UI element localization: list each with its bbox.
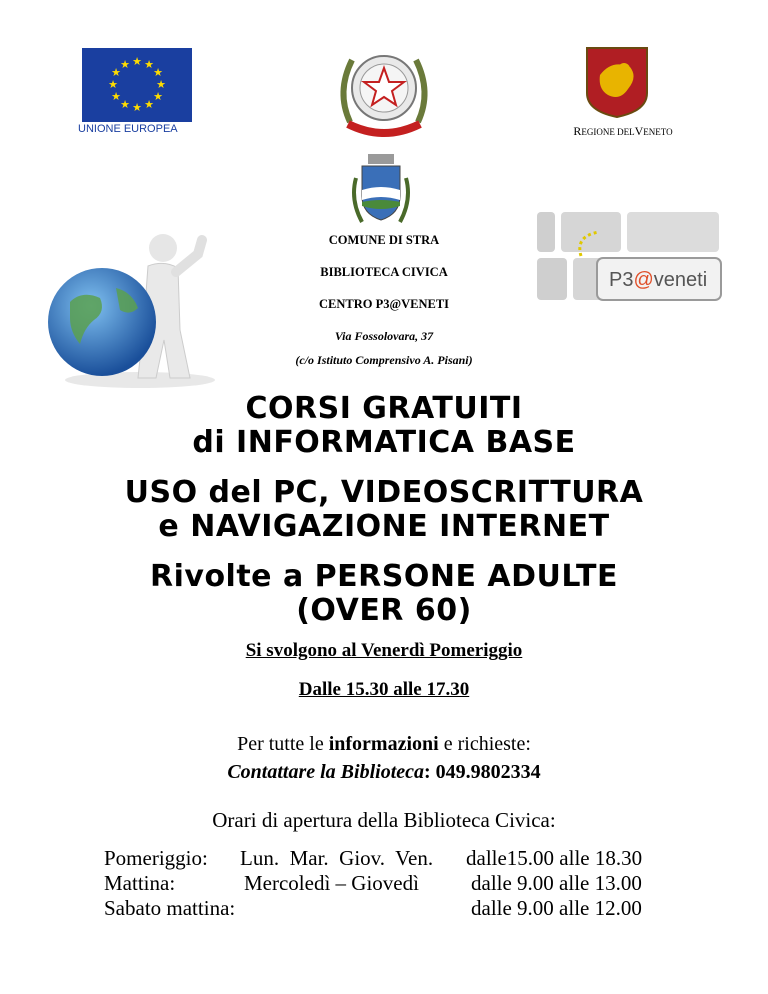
title-line-2: di INFORMATICA BASE — [192, 425, 576, 460]
row-label: Sabato mattina: — [104, 896, 236, 920]
info-contact: Contattare la Biblioteca: 049.9802334 — [227, 761, 541, 783]
svg-text:★: ★ — [111, 90, 121, 103]
location-note: (c/o Istituto Comprensivo A. Pisani) — [295, 353, 473, 367]
title-line-6: (OVER 60) — [296, 593, 472, 628]
opening-heading: Orari di apertura della Biblioteca Civica: — [212, 808, 556, 832]
svg-text:★: ★ — [132, 101, 142, 114]
comune-name: COMUNE DI STRA — [328, 233, 440, 247]
row-days: Lun. Mar. Giov. Ven. — [240, 846, 434, 870]
centro-name: CENTRO P3@VENETI — [318, 297, 450, 311]
veneto-label: REGIONE DELVENETO — [573, 124, 673, 138]
row-hours: dalle 9.00 alle 12.00 — [471, 896, 642, 920]
title-line-4: e NAVIGAZIONE INTERNET — [158, 509, 610, 544]
svg-text:P3@veneti: P3@veneti — [609, 269, 708, 291]
row-days — [240, 896, 460, 921]
row-hours: dalle 9.00 alle 13.00 — [471, 871, 642, 895]
italian-republic-emblem — [330, 42, 438, 142]
biblioteca-name: BIBLIOTECA CIVICA — [320, 265, 448, 279]
schedule-time: Dalle 15.30 alle 17.30 — [298, 679, 470, 700]
svg-text:★: ★ — [153, 66, 163, 79]
schedule-day: Si svolgono al Venerdì Pomeriggio — [245, 640, 523, 661]
row-hours: dalle15.00 alle 18.30 — [466, 846, 643, 870]
title-line-5: Rivolte a PERSONE ADULTE — [150, 559, 618, 594]
opening-labels — [104, 846, 235, 921]
eu-flag-logo — [82, 48, 192, 122]
row-label: Pomeriggio: — [104, 846, 208, 870]
title-line-3: USO del PC, VIDEOSCRITTURA — [124, 475, 644, 510]
row-label: Mattina: — [104, 871, 176, 895]
row-days: Mercoledì – Giovedì — [244, 871, 419, 895]
opening-days — [240, 846, 460, 921]
svg-text:★: ★ — [144, 58, 154, 71]
svg-text:★: ★ — [144, 98, 154, 111]
address: Via Fossolovara, 37 — [334, 329, 434, 343]
svg-text:★: ★ — [120, 58, 130, 71]
svg-text:★: ★ — [111, 66, 121, 79]
info-intro: Per tutte le informazioni e richieste: — [237, 733, 531, 755]
eu-label: UNIONE EUROPEA — [78, 123, 178, 135]
svg-text:★: ★ — [108, 78, 118, 91]
svg-text:★: ★ — [132, 55, 142, 68]
comune-stra-crest — [348, 150, 414, 224]
veneto-region-shield — [584, 45, 650, 119]
title-line-1: CORSI GRATUITI — [245, 391, 523, 426]
phone-number: 049.9802334 — [435, 761, 541, 783]
opening-hours — [466, 846, 642, 921]
svg-text:★: ★ — [156, 78, 166, 91]
p3-veneti-logo — [535, 210, 725, 306]
svg-text:★: ★ — [120, 98, 130, 111]
svg-text:★: ★ — [153, 90, 163, 103]
person-with-globe-image — [40, 220, 220, 390]
